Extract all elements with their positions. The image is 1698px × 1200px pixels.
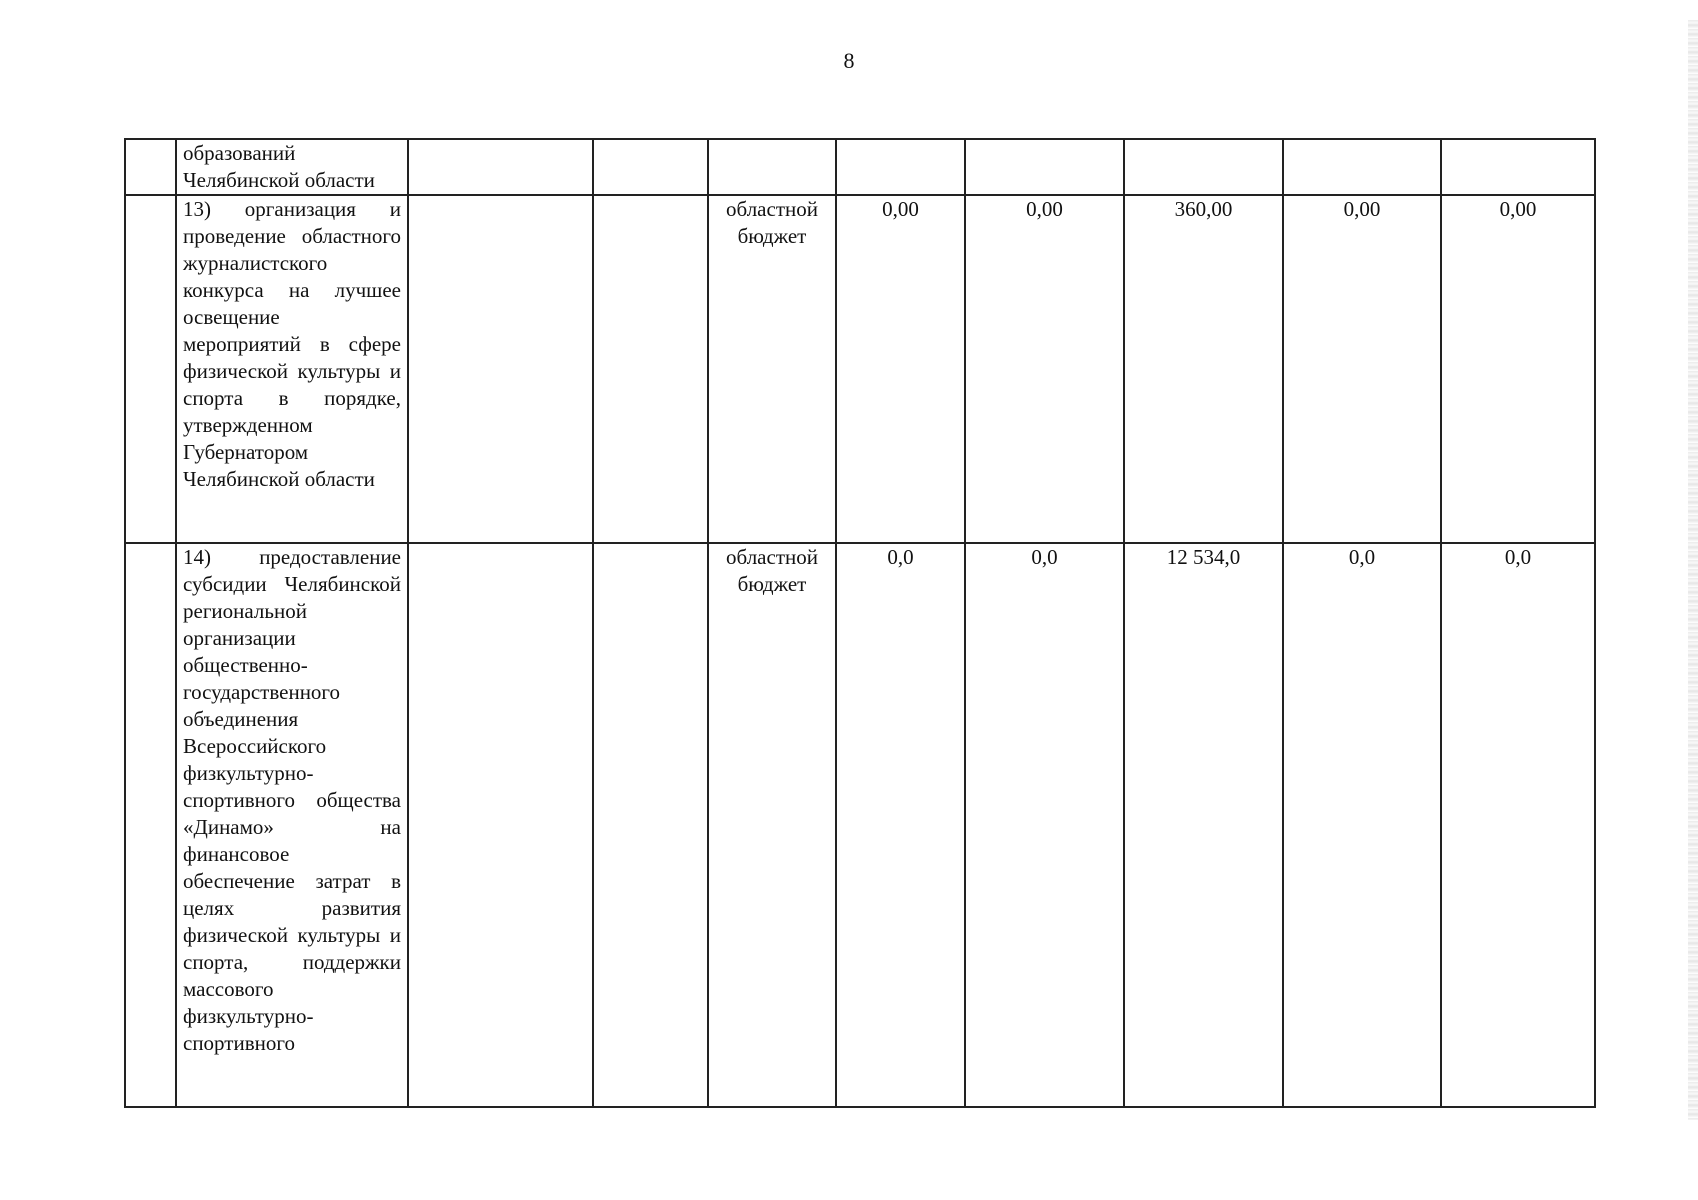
value-cell: 12 534,0 — [1124, 543, 1283, 1107]
value-cell — [1441, 139, 1595, 195]
value-cell: 360,00 — [1124, 195, 1283, 543]
empty-cell — [408, 195, 593, 543]
funding-source-cell — [708, 139, 836, 195]
table-row — [125, 195, 1595, 543]
row-number-cell — [125, 139, 176, 195]
value-cell — [1124, 139, 1283, 195]
value-cell: 0,0 — [965, 543, 1124, 1107]
value-cell: 0,0 — [836, 543, 965, 1107]
empty-cell — [593, 543, 708, 1107]
budget-table — [124, 138, 1596, 1108]
funding-source-cell: областной бюджет — [708, 543, 836, 1107]
value-cell — [836, 139, 965, 195]
event-description-cell: 13) организация и проведение областного журналистского конкурса на лучшее освещение мероприятий в сфере физической культуры и спорта в порядке, утвержденном Губернатором Челябинской области — [176, 195, 408, 543]
empty-cell — [593, 195, 708, 543]
value-cell — [965, 139, 1124, 195]
value-cell: 0,0 — [1441, 543, 1595, 1107]
row-number-cell — [125, 543, 176, 1107]
empty-cell — [408, 543, 593, 1107]
value-cell: 0,00 — [836, 195, 965, 543]
event-description-cell: образований Челябинской области — [176, 139, 408, 195]
value-cell: 0,00 — [1283, 195, 1441, 543]
scan-edge-artifact — [1688, 20, 1698, 1120]
value-cell: 0,00 — [1441, 195, 1595, 543]
page-number: 8 — [843, 48, 855, 73]
empty-cell — [408, 139, 593, 195]
value-cell — [1283, 139, 1441, 195]
funding-source-cell: областной бюджет — [708, 195, 836, 543]
table-row — [125, 543, 1595, 1107]
empty-cell — [593, 139, 708, 195]
event-description-cell: 14) предоставление субсидии Челябинской региональной организации общественно-государственного объединения Всероссийского физкультурно-спортивного общества «Динамо» на финансовое обеспечение затрат в целях развития физической культуры и спорта, поддержки массового физкультурно-спортивного — [176, 543, 408, 1107]
value-cell: 0,0 — [1283, 543, 1441, 1107]
value-cell: 0,00 — [965, 195, 1124, 543]
table-row — [125, 139, 1595, 195]
row-number-cell — [125, 195, 176, 543]
